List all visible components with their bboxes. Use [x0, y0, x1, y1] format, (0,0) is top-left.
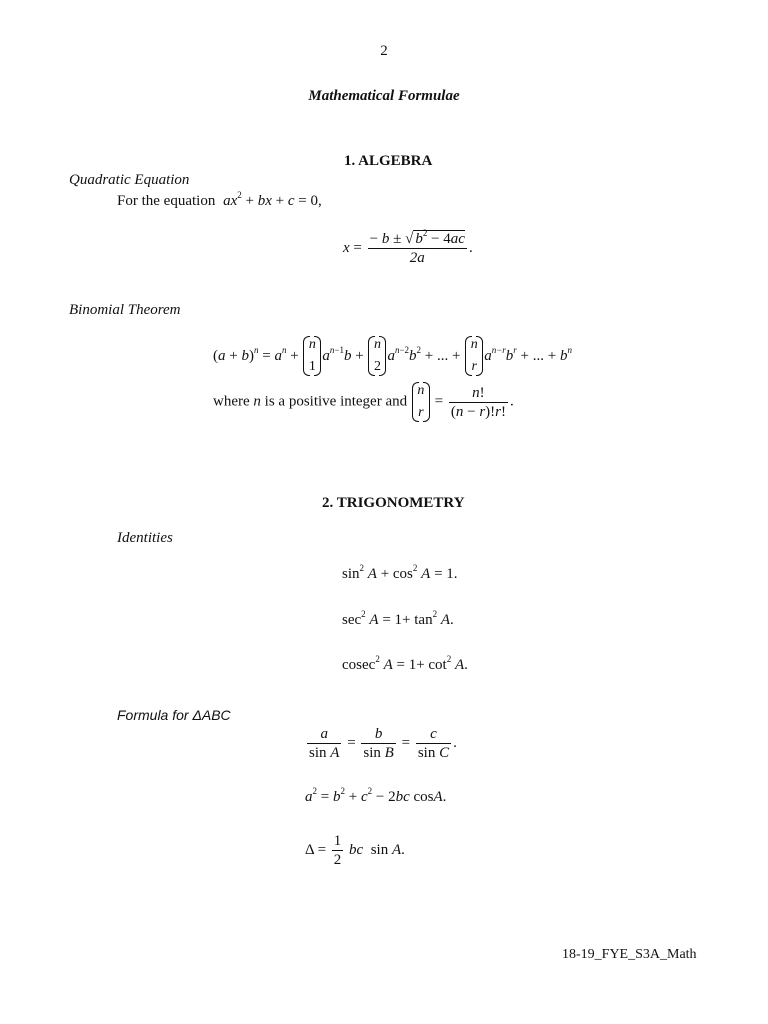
area-num: 1 [333, 833, 342, 849]
quadratic-intro-line [117, 190, 322, 210]
binomial-label: Binomial Theorem [69, 302, 181, 318]
quadratic-intro: For the equation [117, 193, 216, 209]
identity-2: $\sec^2 A = 1+ \tan^2 A$. [342, 609, 454, 628]
section-heading-trigonometry: 2. TRIGONOMETRY [322, 495, 465, 511]
sine-rule: $\frac{a}{\text{sin A}}$ = $\frac{b}{\text{sin B}}$ = $\frac{c}{\text{sin C}}$ . [309, 726, 457, 761]
binomial-coefficient-def: where n is a positive integer and n r = $\frac{n!}{(n - r)!r!}$ . [213, 383, 514, 420]
quadratic-label: Quadratic Equation [69, 172, 190, 188]
quadratic-equation: $ax^2$ + bx + c = 0, [223, 190, 322, 209]
cosine-rule: $a^2 = b^2 + c^2 - 2bc$ cosA. [305, 786, 447, 805]
triangle-formula-label: Formula for ΔABC [117, 707, 231, 723]
footer-code: 18-19_FYE_S3A_Math [562, 947, 697, 962]
quadratic-formula: x = $\frac{- b \pm √ b^2 - 4ac}{2a}$ . [343, 228, 473, 266]
identities-label: Identities [117, 530, 173, 546]
binomial-expansion: $(a + b)^n = a^n$ + n 1 $a^{n-1}b$ + n 2 $a^{n-2}b^2$ + ... + n r $a^{n-r}b^r$ + ... + $b^n$ [213, 337, 572, 374]
page-title: Mathematical Formulae [308, 88, 460, 104]
identity-3: cosec$^2$ $A = 1+ \cot^2 A$. [342, 654, 468, 673]
binomial-result-den: (n − r)!r! [450, 403, 506, 420]
identity-1: $\sin^2 A + \cos^2 A = 1$. [342, 563, 458, 582]
page-number: 2 [380, 43, 388, 59]
area-den: 2 [333, 852, 342, 868]
quadratic-denominator: 2a [409, 250, 425, 266]
quadratic-numerator: − b ± √ $b^2 - 4ac$ [369, 228, 465, 247]
area-formula: Δ = $\frac{1}{2}$ bc sin A. [305, 833, 405, 868]
binomial-result-num: n! [449, 384, 508, 403]
section-heading-algebra: 1. ALGEBRA [344, 153, 433, 169]
binomial-where-text: where n is a positive integer and [213, 393, 408, 410]
